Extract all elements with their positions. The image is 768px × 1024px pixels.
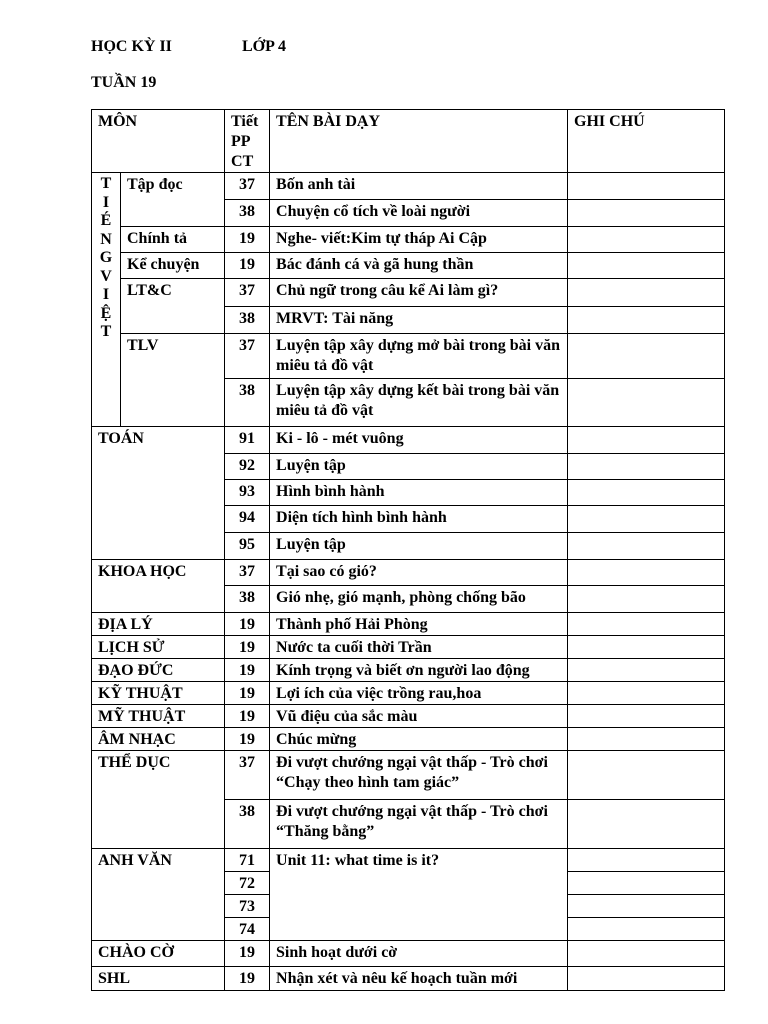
table-row (92, 636, 725, 659)
period-cell: 37 (225, 279, 270, 307)
period-cell: 38 (225, 586, 270, 613)
vertical-letter: É (100, 212, 112, 229)
period-cell: 38 (225, 200, 270, 227)
lesson-cell: Vũ điệu của sắc màu (270, 705, 568, 728)
lesson-cell: Luyện tập xây dựng kết bài trong bài văn miêu tả đồ vật (270, 379, 568, 427)
note-cell (568, 636, 725, 659)
period-cell: 19 (225, 636, 270, 659)
period-cell: 19 (225, 253, 270, 279)
lesson-cell: Sinh hoạt dưới cờ (270, 941, 568, 967)
period-cell: 19 (225, 613, 270, 636)
period-cell: 19 (225, 941, 270, 967)
note-cell (568, 613, 725, 636)
lesson-cell: Luyện tập (270, 533, 568, 560)
period-cell: 74 (225, 918, 270, 941)
period-cell: 37 (225, 334, 270, 379)
vertical-letter: N (100, 230, 112, 248)
table-row (92, 334, 725, 379)
subject-cell: LỊCH SỬ (92, 636, 225, 659)
period-cell: 19 (225, 705, 270, 728)
note-cell (568, 728, 725, 751)
subject-cell: SHL (92, 967, 225, 991)
note-cell (568, 941, 725, 967)
vertical-letter: V (100, 267, 112, 285)
note-cell (568, 427, 725, 454)
lesson-cell: Thành phố Hải Phòng (270, 613, 568, 636)
subject-cell: KỸ THUẬT (92, 682, 225, 705)
week-title: TUẦN 19 (91, 74, 157, 91)
note-cell (568, 480, 725, 506)
vertical-letter: I (102, 193, 110, 211)
lesson-cell: Chủ ngữ trong câu kể Ai làm gì? (270, 279, 568, 307)
period-cell: 73 (225, 895, 270, 918)
lesson-cell: Lợi ích của việc trồng rau,hoa (270, 682, 568, 705)
table-row (92, 613, 725, 636)
period-cell: 91 (225, 427, 270, 454)
note-cell (568, 682, 725, 705)
lesson-cell: Nhận xét và nêu kế hoạch tuần mới (270, 967, 568, 991)
period-cell: 19 (225, 682, 270, 705)
table-row (92, 682, 725, 705)
note-cell (568, 379, 725, 427)
period-cell: 95 (225, 533, 270, 560)
subject-cell: LT&C (121, 279, 225, 334)
period-cell: 19 (225, 728, 270, 751)
subject-cell: TLV (121, 334, 225, 427)
note-cell (568, 560, 725, 586)
lesson-cell: Unit 11: what time is it? (270, 849, 568, 941)
table-row (92, 941, 725, 967)
schedule-body (92, 110, 725, 991)
subject-cell: MỸ THUẬT (92, 705, 225, 728)
period-cell: 37 (225, 173, 270, 200)
vertical-letter: I (102, 286, 110, 303)
note-cell (568, 872, 725, 895)
vertical-letter: T (100, 175, 112, 192)
period-cell: 37 (225, 751, 270, 800)
table-row (92, 227, 725, 253)
table-header-row (92, 110, 725, 173)
note-cell (568, 705, 725, 728)
note-cell (568, 454, 725, 480)
subject-cell: ÂM NHẠC (92, 728, 225, 751)
lesson-cell: Đi vượt chướng ngại vật thấp - Trò chơi “Thăng bằng” (270, 800, 568, 849)
table-row (92, 967, 725, 991)
subject-cell: ANH VĂN (92, 849, 225, 941)
column-header-note: GHI CHÚ (568, 110, 725, 173)
lesson-cell: Ki - lô - mét vuông (270, 427, 568, 454)
lesson-schedule-table (91, 109, 725, 991)
note-cell (568, 279, 725, 307)
table-row (92, 659, 725, 682)
column-header-subject: MÔN (92, 110, 225, 173)
subject-cell: THỂ DỤC (92, 751, 225, 849)
table-row (92, 560, 725, 586)
lesson-cell: Gió nhẹ, gió mạnh, phòng chống bão (270, 586, 568, 613)
note-cell (568, 751, 725, 800)
period-cell: 92 (225, 454, 270, 480)
period-cell: 19 (225, 227, 270, 253)
column-header-period: Tiết PP CT (225, 110, 270, 173)
period-cell: 38 (225, 379, 270, 427)
note-cell (568, 253, 725, 279)
note-cell (568, 307, 725, 334)
note-cell (568, 227, 725, 253)
note-cell (568, 334, 725, 379)
lesson-cell: Tại sao có gió? (270, 560, 568, 586)
note-cell (568, 586, 725, 613)
vertical-letter: Ệ (100, 304, 112, 322)
grade-title: LỚP 4 (242, 38, 287, 55)
subject-cell: Chính tả (121, 227, 225, 253)
table-row (92, 253, 725, 279)
table-row (92, 705, 725, 728)
period-cell: 19 (225, 967, 270, 991)
lesson-cell: Chúc mừng (270, 728, 568, 751)
vertical-letter: T (100, 323, 112, 340)
note-cell (568, 533, 725, 560)
table-row (92, 173, 725, 200)
note-cell (568, 895, 725, 918)
period-cell: 72 (225, 872, 270, 895)
note-cell (568, 849, 725, 872)
lesson-cell: Chuyện cổ tích về loài người (270, 200, 568, 227)
lesson-cell: Kính trọng và biết ơn người lao động (270, 659, 568, 682)
period-cell: 19 (225, 659, 270, 682)
note-cell (568, 967, 725, 991)
subject-cell: Kể chuyện (121, 253, 225, 279)
lesson-cell: Đi vượt chướng ngại vật thấp - Trò chơi “Chạy theo hình tam giác” (270, 751, 568, 800)
lesson-cell: Bác đánh cá và gã hung thần (270, 253, 568, 279)
lesson-cell: Luyện tập (270, 454, 568, 480)
period-cell: 94 (225, 506, 270, 533)
subject-cell: Tập đọc (121, 173, 225, 227)
note-cell (568, 659, 725, 682)
subject-cell: KHOA HỌC (92, 560, 225, 613)
lesson-cell: Hình bình hành (270, 480, 568, 506)
table-row (92, 751, 725, 800)
subject-cell: ĐỊA LÝ (92, 613, 225, 636)
table-row (92, 427, 725, 454)
table-row (92, 728, 725, 751)
lesson-cell: Bốn anh tài (270, 173, 568, 200)
lesson-cell: Nước ta cuối thời Trần (270, 636, 568, 659)
subject-cell: CHÀO CỜ (92, 941, 225, 967)
period-cell: 38 (225, 307, 270, 334)
column-header-lesson: TÊN BÀI DẠY (270, 110, 568, 173)
tieng-viet-vertical-label (92, 173, 121, 427)
note-cell (568, 200, 725, 227)
note-cell (568, 918, 725, 941)
note-cell (568, 173, 725, 200)
period-cell: 38 (225, 800, 270, 849)
lesson-cell: MRVT: Tài năng (270, 307, 568, 334)
vertical-letter: G (99, 249, 113, 266)
lesson-cell: Nghe- viết:Kim tự tháp Ai Cập (270, 227, 568, 253)
period-cell: 37 (225, 560, 270, 586)
note-cell (568, 800, 725, 849)
subject-cell: TOÁN (92, 427, 225, 560)
table-row (92, 849, 725, 872)
period-cell: 71 (225, 849, 270, 872)
lesson-cell: Luyện tập xây dựng mở bài trong bài văn miêu tả đồ vật (270, 334, 568, 379)
lesson-cell: Diện tích hình bình hành (270, 506, 568, 533)
period-cell: 93 (225, 480, 270, 506)
subject-cell: ĐẠO ĐỨC (92, 659, 225, 682)
table-row (92, 279, 725, 307)
semester-title: HỌC KỲ II (91, 38, 172, 55)
note-cell (568, 506, 725, 533)
